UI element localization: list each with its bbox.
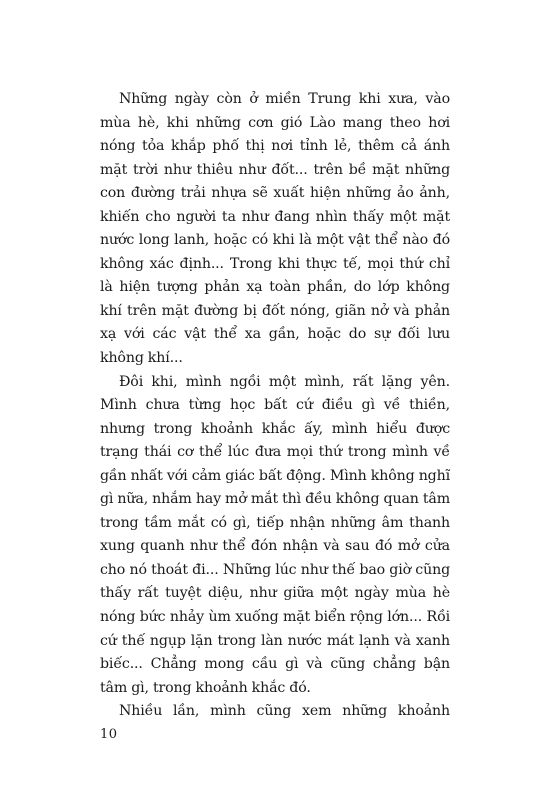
page-number: 10 (100, 727, 118, 742)
page-body (100, 88, 450, 724)
paragraph-2: Đôi khi, mình ngồi một mình, rất lặng yên. Mình chưa từng học bất cứ điều gì về thiền, nhưng trong khoảnh khắc ấy, mình hiểu được trạng thái cơ thể lúc đưa mọi thứ trong mình về gần nhất với cảm giác bất động. Mình không nghĩ gì nữa, nhắm hay mở mắt thì đều không quan tâm trong tầm mắt có gì, tiếp nhận những âm thanh xung quanh như thể đón nhận và sau đó mở cửa cho nó thoát đi... Những lúc như thế bao giờ cũng thấy rất tuyệt diệu, như giữa một ngày mùa hè nóng bức nhảy ùm xuống mặt biển rộng lớn... Rồi cứ thế ngụp lặn trong làn nước mát lạnh và xanh biếc... Chẳng mong cầu gì và cũng chẳng bận tâm gì, trong khoảnh khắc đó. (100, 373, 450, 696)
paragraph-3: Nhiều lần, mình cũng xem những khoảnh (119, 703, 450, 720)
paragraph-1: Những ngày còn ở miền Trung khi xưa, vào mùa hè, khi những cơn gió Lào mang theo hơi nóng tỏa khắp phố thị nơi tỉnh lẻ, thêm cả ánh mặt trời như thiêu như đốt... trên bề mặt những con đường trải nhựa sẽ xuất hiện những ảo ảnh, khiến cho người ta như đang nhìn thấy một mặt nước long lanh, hoặc có khi là một vật thể nào đó không xác định... Trong khi thực tế, mọi thứ chỉ là hiện tượng phản xạ toàn phần, do lớp không khí trên mặt đường bị đốt nóng, giãn nở và phản xạ với các vật thể xa gần, hoặc do sự đối lưu không khí... (100, 91, 450, 367)
